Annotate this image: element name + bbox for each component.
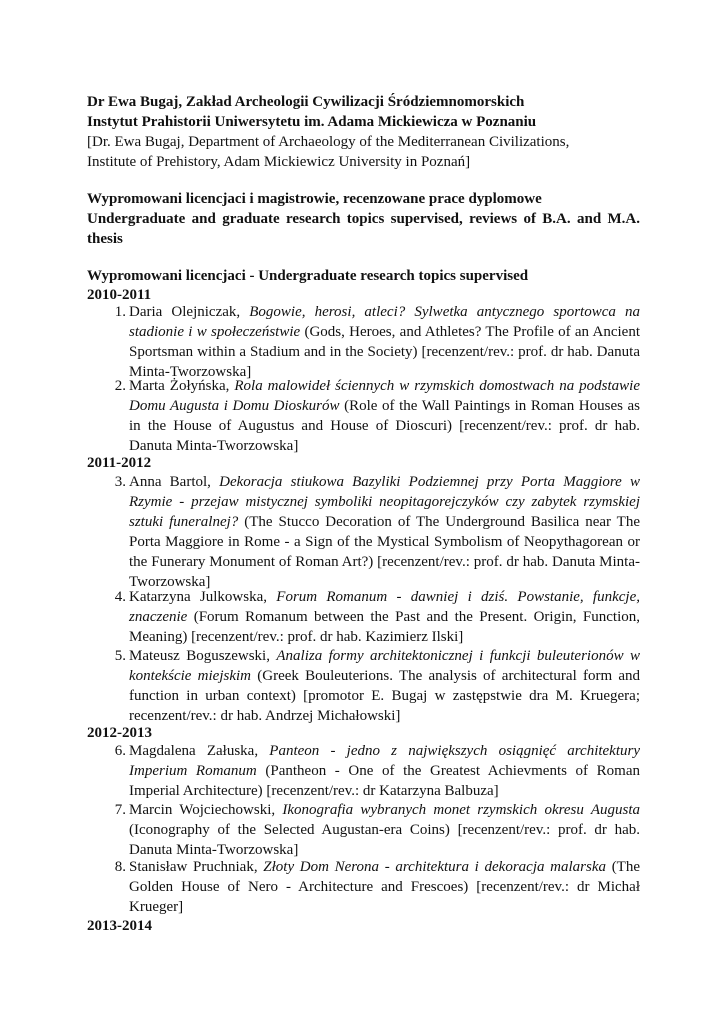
year-heading: 2010-2011 [87,287,152,303]
item-number: 4. [114,589,126,605]
list-item [104,646,640,726]
item-details: (Role of the Wall Paintings in Roman Houses as in the House of Augustus and House of Dioscuri) [recenzent/rev.: prof. dr hab. Danuta Minta-Tworzowska] [129,398,641,454]
item-details: (Pantheon - One of the Greatest Achievments of Roman Imperial Architecture) [recenzent/rev.: dr Katarzyna Balbuza] [129,763,640,799]
year-heading: 2011-2012 [87,455,152,471]
subsection-title: Wypromowani licencjaci - Undergraduate research topics supervised [87,268,529,284]
header-line-1: Dr Ewa Bugaj, Zakład Archeologii Cywilizacji Śródziemnomorskich [87,94,525,110]
item-details: (Greek Bouleuterions. The analysis of architectural form and function in urban context) [promotor E. Bugaj w zastępstwie dra M. Kruegera; recenzent/rev.: dr hab. Andrzej Michałowski] [129,668,640,724]
item-author: Katarzyna Julkowska, [129,589,277,605]
item-title: Bogowie, herosi, atleci? Sylwetka antycznego sportowca na stadionie i w społeczeństwie [129,304,640,340]
item-author: Magdalena Załuska, [129,743,270,759]
item-number: 1. [114,304,126,320]
item-title: Forum Romanum - dawniej i dziś. Powstanie, funkcje, znaczenie [129,589,640,625]
item-author: Stanisław Pruchniak, [129,859,264,875]
list-item [104,741,640,801]
list-item [104,800,640,860]
header-line-3: [Dr. Ewa Bugaj, Department of Archaeology of the Mediterranean Civilizations, [87,134,570,150]
item-details: (Gods, Heroes, and Athletes? The Profile of an Ancient Sportsman within a Stadium and in the Society) [recenzent/rev.: prof. dr hab. Danuta Minta-Tworzowska] [129,324,640,380]
list-item [104,587,640,647]
year-heading: 2013-2014 [87,918,152,934]
list-item [104,376,640,456]
item-author: Marta Żołyńska, [129,378,235,394]
section-title-pl: Wypromowani licencjaci i magistrowie, recenzowane prace dyplomowe [87,191,542,207]
header-line-2: Instytut Prahistorii Uniwersytetu im. Adama Mickiewicza w Poznaniu [87,114,537,130]
item-title: Złoty Dom Nerona - architektura i dekoracja malarska [263,859,607,875]
item-title: Analiza formy architektonicznej i funkcji buleuterionów w kontekście miejskim [129,648,641,684]
item-details: (Iconography of the Selected Augustan-era Coins) [recenzent/rev.: prof. dr hab. Danuta Minta-Tworzowska] [129,822,640,858]
item-author: Mateusz Boguszewski, [129,648,277,664]
list-item [104,857,640,917]
item-author: Anna Bartol, [129,474,220,490]
item-details: (The Stucco Decoration of The Underground Basilica near The Porta Maggiore in Rome - a Sign of the Mystical Symbolism of Neopythagorean or the Funerary Monument of Roman Art?) [recenzent/rev.: prof. dr hab. Danuta Minta-Tworzowska] [129,514,640,590]
item-number: 8. [114,859,126,875]
year-heading: 2012-2013 [87,725,152,741]
list-item [104,302,640,382]
item-title: Ikonografia wybranych monet rzymskich okresu Augusta [282,802,640,818]
item-title: Dekoracja stiukowa Bazyliki Podziemnej przy Porta Maggiore w Rzymie - przejaw mistycznej symboliki neopitagorejczyków czy zabytek rzymskiej sztuki funeralnej? [129,474,641,530]
header-line-4: Institute of Prehistory, Adam Mickiewicz University in Poznań] [87,154,471,170]
item-details: (The Golden House of Nero - Architecture and Frescoes) [recenzent/rev.: dr Michał Krueger] [129,859,641,915]
item-details: (Forum Romanum between the Past and the Present. Origin, Function, Meaning) [recenzent/rev.: prof. dr hab. Kazimierz Ilski] [129,609,640,645]
list-item [104,472,640,592]
item-number: 5. [114,648,126,664]
item-title: Rola malowideł ściennych w rzymskich domostwach na podstawie Domu Augusta i Domu Dioskurów [129,378,641,414]
section-title-en: Undergraduate and graduate research topics supervised, reviews of B.A. and M.A. thesis [87,211,640,247]
item-title: Panteon - jedno z największych osiągnięć architektury Imperium Romanum [129,743,641,779]
item-number: 3. [114,474,126,490]
item-author: Daria Olejniczak, [129,304,250,320]
item-author: Marcin Wojciechowski, [129,802,283,818]
item-number: 2. [114,378,126,394]
item-number: 7. [114,802,126,818]
item-number: 6. [114,743,126,759]
